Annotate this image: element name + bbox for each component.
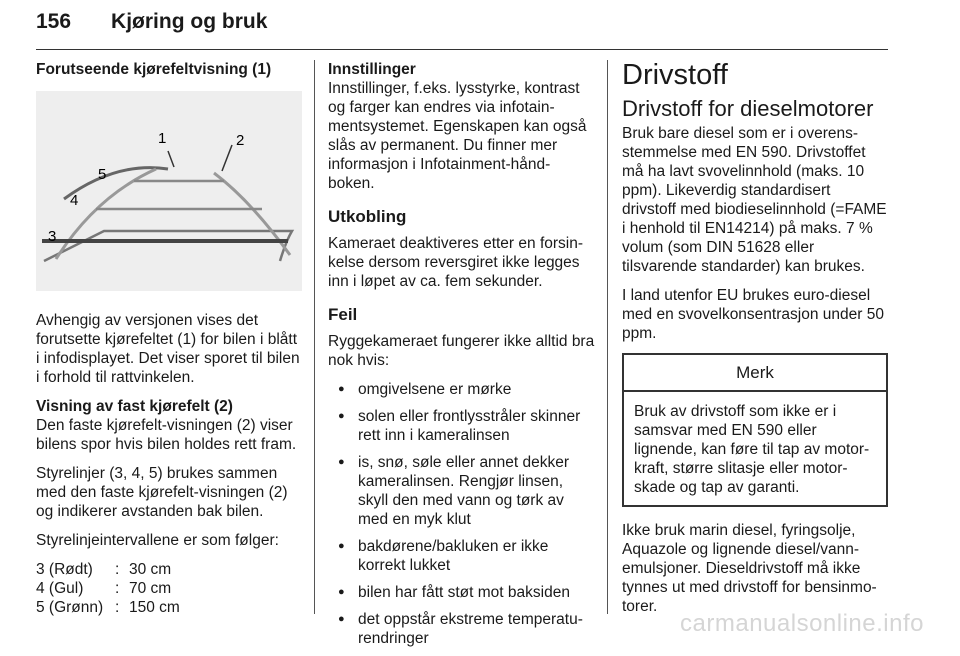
watermark: carmanualsonline.info	[680, 610, 924, 637]
paragraph: Innstillinger, f.eks. lysstyrke, kontrast og farger kan endres via infotain-mentsystemet. Egenskapen kan også slås av permanent. Du finner mer informasjon i Infotainment-hånd-boken.	[328, 80, 587, 192]
list-item: ● bilen har fått støt mot baksiden	[328, 583, 596, 602]
interval-value: 70 cm	[129, 580, 172, 597]
header-rule	[36, 49, 888, 50]
note-body: Bruk av drivstoff som ikke er i samsvar med EN 590 eller lignende, kan føre til tap av motor-kraft, større slitasje eller motor-skade og tap av garanti.	[634, 403, 870, 496]
diagram-label-2: 2	[236, 132, 245, 149]
paragraph: Kameraet deaktiveres etter en forsin-kelse dersom reversgiret ikke legges inn i løpet av ca. fem sekunder.	[328, 235, 584, 290]
section-heading: Utkobling	[328, 207, 407, 226]
column-2	[328, 60, 596, 656]
page-header	[36, 10, 267, 34]
paragraph: Styrelinjer (3, 4, 5) brukes sammen med den faste kjørefelt-visningen (2) og indikerer avstanden bak bilen.	[36, 465, 288, 520]
paragraph: Avhengig av versjonen vises det forutsette kjørefeltet (1) for bilen i blått i infodisplayet. Det viser sporet til bilen i forhold til rattvinkelen.	[36, 312, 300, 386]
paragraph: Styrelinjeintervallene er som følger:	[36, 532, 279, 549]
interval-key: 3 (Rødt)	[36, 561, 93, 578]
list-item: ● solen eller frontlysstråler skinner rett inn i kameralinsen	[328, 407, 596, 445]
list-item: ● det oppstår ekstreme temperatu-rendringer	[328, 610, 596, 648]
interval-separator: :	[115, 561, 120, 578]
list-item: ● is, snø, søle eller annet dekker kameralinsen. Rengjør linsen, skyll den med vann og tørk av med en myk klut	[328, 453, 596, 529]
note-title: Merk	[624, 355, 886, 392]
table-row	[36, 579, 180, 598]
column-3	[622, 60, 888, 626]
paragraph: Ryggekameraet fungerer ikke alltid bra nok hvis:	[328, 333, 595, 369]
paragraph: I land utenfor EU brukes euro-diesel med en svovelkonsentrasjon under 50 ppm.	[622, 287, 884, 342]
column-divider	[314, 60, 315, 614]
list-item: ● bakdørene/bakluken er ikke korrekt lukket	[328, 537, 596, 575]
bullet-list	[328, 380, 596, 648]
section-heading: Innstillinger	[328, 61, 416, 78]
note-box	[622, 353, 888, 507]
interval-value: 150 cm	[129, 599, 180, 616]
chapter-subtitle: Drivstoff for dieselmotorer	[622, 96, 874, 121]
section-title: Kjøring og bruk	[111, 10, 268, 33]
interval-table	[36, 560, 180, 617]
camera-guidelines-diagram	[36, 91, 302, 291]
page-number: 156	[36, 10, 72, 33]
guidelines-illustration	[36, 91, 302, 291]
interval-separator: :	[115, 599, 120, 616]
paragraph: Den faste kjørefelt-visningen (2) viser bilens spor hvis bilen holdes rett fram.	[36, 417, 297, 453]
table-row	[36, 598, 180, 617]
section-heading: Forutseende kjørefeltvisning (1)	[36, 61, 272, 78]
column-1	[36, 60, 302, 617]
column-divider	[607, 60, 608, 614]
subheading: Visning av fast kjørefelt (2)	[36, 398, 233, 415]
section-heading: Feil	[328, 305, 358, 324]
list-item: ● omgivelsene er mørke	[328, 380, 596, 399]
interval-key: 5 (Grønn)	[36, 599, 104, 616]
paragraph: Ikke bruk marin diesel, fyringsolje, Aquazole og lignende diesel/vann-emulsjoner. Dieseldrivstoff må ikke tynnes ut med drivstoff for bensinmo-torer.	[622, 522, 877, 615]
interval-key: 4 (Gul)	[36, 580, 84, 597]
diagram-label-5: 5	[98, 166, 107, 183]
interval-separator: :	[115, 580, 120, 597]
interval-value: 30 cm	[129, 561, 172, 578]
chapter-title: Drivstoff	[622, 59, 728, 91]
table-row	[36, 560, 180, 579]
paragraph: Bruk bare diesel som er i overens-stemmelse med EN 590. Drivstoffet må ha lavt svovelinnhold (maks. 10 ppm). Likeverdig standardisert drivstoff med biodieselinnhold (=FAME i henhold til EN14214) på maks. 7 % volum (som DIN 51628 eller tilsvarende standarder) kan brukes.	[622, 125, 887, 275]
diagram-label-4: 4	[70, 192, 79, 209]
diagram-label-3: 3	[48, 228, 57, 245]
diagram-label-1: 1	[158, 130, 167, 147]
